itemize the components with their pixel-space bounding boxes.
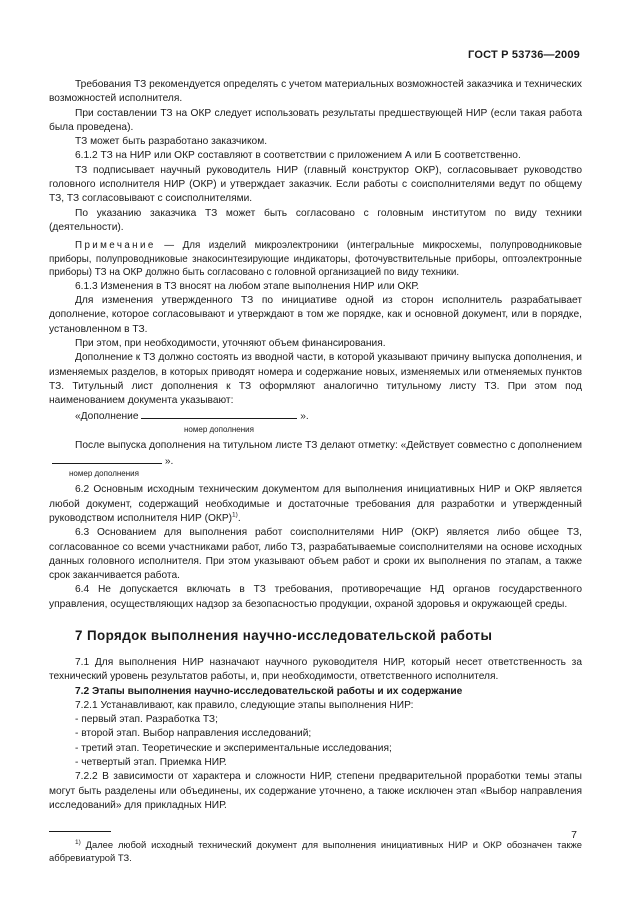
note <box>49 239 582 280</box>
form-suffix: ». <box>300 411 309 423</box>
list-item: - третий этап. Теоретические и экспериментальные исследования; <box>75 742 392 754</box>
paragraph: 7.2.2 В зависимости от характера и сложности НИР, степени предварительной проработки темы этапы могут быть разделены или объединены, их содержание уточнено, а также исключен этап «Выбор направления исследований» для прикладных НИР. <box>49 771 582 811</box>
paragraph: ТЗ подписывает научный руководитель НИР (главный конструктор ОКР), согласовывает руководство головного исполнителя НИР (ОКР) и утверждает заказчик. Если работы с соисполнителями ведут по общему ТЗ, ТЗ согласовывают с соисполнителями. <box>49 164 582 205</box>
paragraph: Для изменения утвержденного ТЗ по инициативе одной из сторон исполнитель разрабатывает дополнение, которое согласовывают и утверждают в том же порядке, как и основной документ, или в порядке, установленном в ТЗ. <box>49 295 582 335</box>
footnote-text <box>49 838 582 864</box>
page-number: 7 <box>571 829 577 841</box>
paragraph: 7.1 Для выполнения НИР назначают научного руководителя НИР, который несет ответственность за технический уровень результатов работы, и, при необходимости, ответственного исполнителя. <box>49 657 582 683</box>
paragraph-text: После выпуска дополнения на титульном листе ТЗ делают отметку: «Действует совместно с дополнением <box>75 439 582 451</box>
footnote-divider <box>49 831 111 832</box>
paragraph-text: . <box>237 512 241 524</box>
blank-line <box>52 453 162 464</box>
note-label: Примечание <box>75 240 156 252</box>
blank-line <box>141 408 297 419</box>
footnote-body: Далее любой исходный технический документ для выполнения инициативных НИР и ОКР обозначен также аббревиатурой ТЗ. <box>49 839 582 864</box>
paragraph: По указанию заказчика ТЗ может быть согласовано с головным институтом по виду техники (деятельности). <box>49 207 582 233</box>
paragraph: При составлении ТЗ на ОКР следует использовать результаты предшествующей НИР (если такая работа была проведена). <box>49 107 582 133</box>
note-text: — Для изделий микроэлектроники (интегральные микросхемы, полупроводниковые приборы, полупроводниковые знакосинтезирующие индикаторы, фоточувствительные приборы, оптоэлектронные приборы) ТЗ на ОКР должно быть согласовано с головной организацией по виду техники. <box>49 240 582 279</box>
paragraph: ТЗ может быть разработано заказчиком. <box>75 136 268 148</box>
paragraph: 6.1.3 Изменения в ТЗ вносят на любом этапе выполнения НИР или ОКР. <box>75 280 420 292</box>
paragraph: 6.4 Не допускается включать в ТЗ требования, противоречащие НД органов государственного управления, осуществляющих надзор за безопасностью продукции, охраной здоровья и окружающей среды. <box>49 584 582 610</box>
list-item: - первый этап. Разработка ТЗ; <box>75 714 218 726</box>
subsection-heading: 7.2 Этапы выполнения научно-исследовательской работы и их содержание <box>75 685 463 697</box>
form-suffix: ». <box>164 456 174 468</box>
form-addition-number <box>49 408 582 434</box>
form-caption: номер дополнения <box>69 469 139 479</box>
paragraph-text: 6.2 Основным исходным техническим документом для выполнения инициативных НИР и ОКР является любой документ, содержащий необходимые и достаточные требования для разработки и утвержденный руководством исполнителя НИР (ОКР) <box>49 484 582 524</box>
paragraph: Требования ТЗ рекомендуется определять с учетом материальных возможностей заказчика и технических возможностей исполнителя. <box>49 79 582 105</box>
list-item: - второй этап. Выбор направления исследований; <box>75 728 312 740</box>
form-prefix: «Дополнение <box>75 411 139 423</box>
paragraph: Дополнение к ТЗ должно состоять из вводной части, в которой указывают причину выпуска дополнения, и изменяемых разделов, в которых приводят номера и содержание новых, изменяемых или отменяемых пунктов ТЗ. Титульный лист дополнения к ТЗ оформляют аналогично титульному листу ТЗ. При этом под наименованием документа указывают: <box>49 352 582 407</box>
paragraph: 7.2.1 Устанавливают, как правило, следующие этапы выполнения НИР: <box>75 699 414 711</box>
page-body <box>49 78 582 865</box>
footnote-mark: 1) <box>75 839 81 847</box>
paragraph: При этом, при необходимости, уточняют объем финансирования. <box>75 337 386 349</box>
list-item: - четвертый этап. Приемка НИР. <box>75 757 227 769</box>
footnote-ref: 1) <box>232 511 238 519</box>
paragraph <box>49 483 582 526</box>
footnote <box>49 838 582 864</box>
section-heading: 7 Порядок выполнения научно-исследовательской работы <box>75 628 493 643</box>
form-caption: номер дополнения <box>184 424 254 434</box>
paragraph: 6.3 Основанием для выполнения работ соисполнителями НИР (ОКР) является либо общее ТЗ, согласованное со всеми участниками работ, либо ТЗ, разрабатываемые соисполнителями на основе исходных данных головного исполнителя. При этом указывают объем работ и сроки их выполнения по этапам, а также срок заканчивается работа. <box>49 527 582 582</box>
paragraph <box>49 439 582 470</box>
paragraph: 6.1.2 ТЗ на НИР или ОКР составляют в соответствии с приложением А или Б соответственно. <box>75 150 521 162</box>
document-code: ГОСТ Р 53736—2009 <box>468 49 580 61</box>
